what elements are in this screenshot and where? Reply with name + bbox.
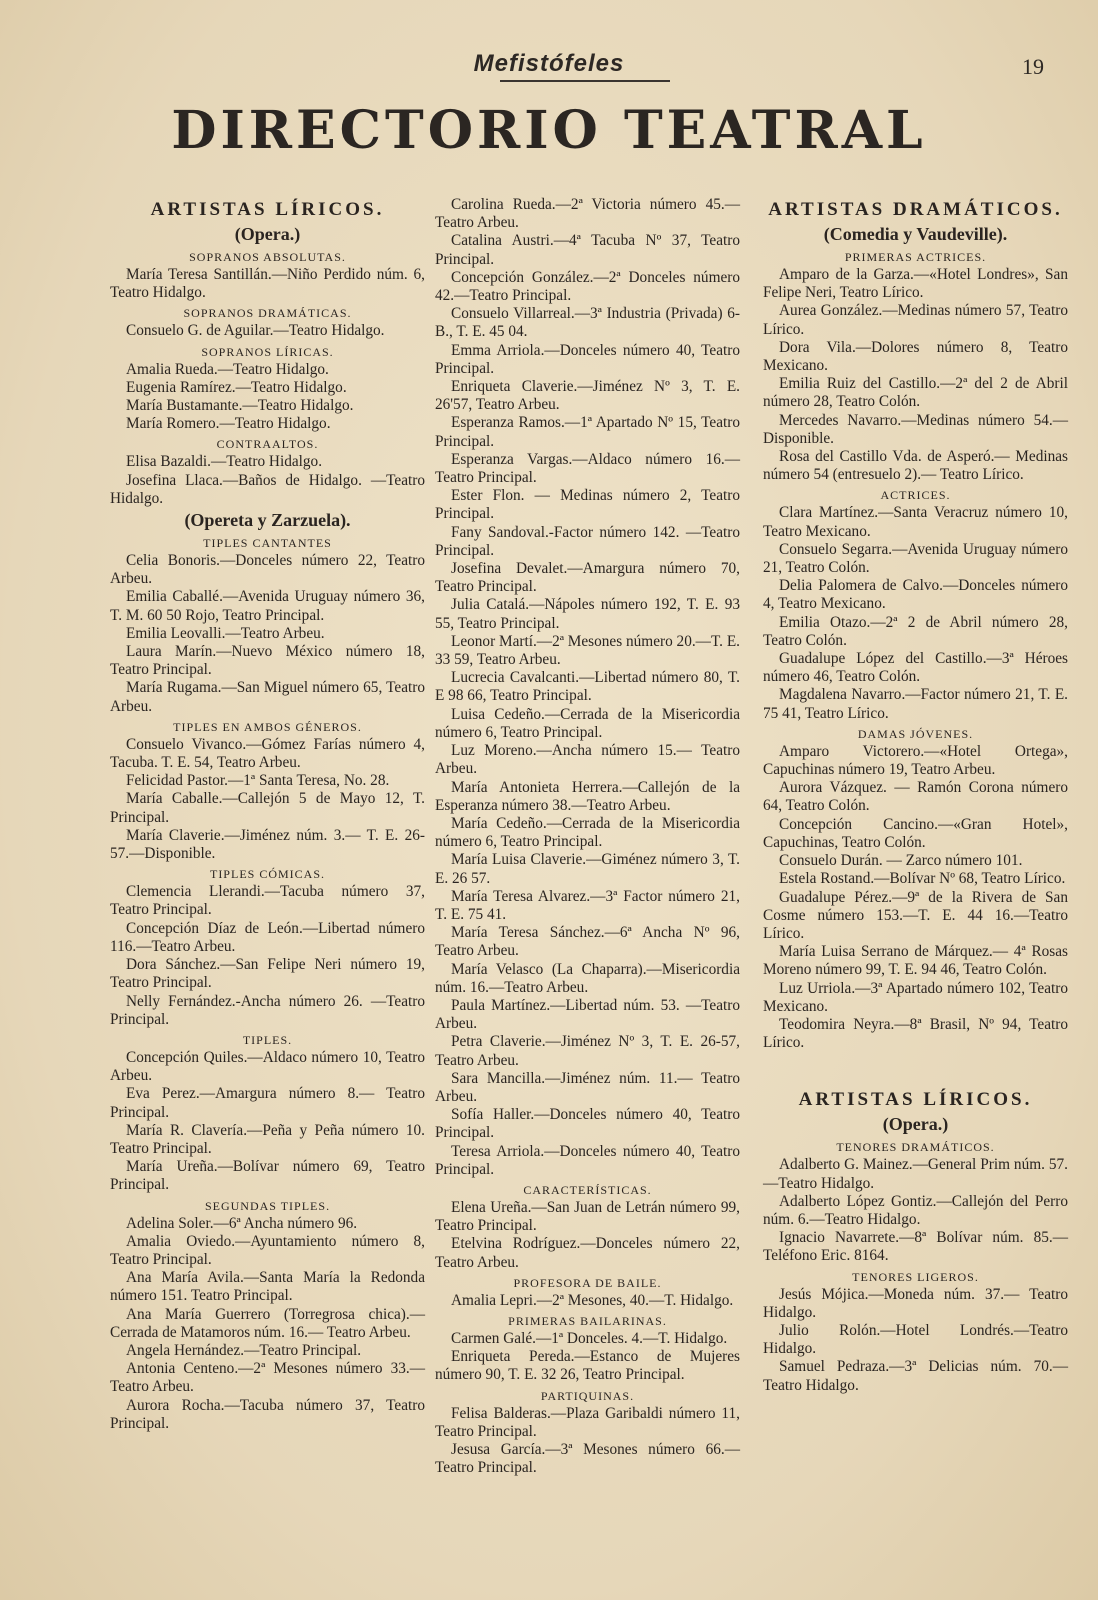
directory-entry: Esperanza Ramos.—1ª Apartado Nº 15, Teatro Principal. — [435, 414, 740, 450]
directory-entry: Adalberto G. Mainez.—General Prim núm. 57.—Teatro Hidalgo. — [763, 1156, 1068, 1192]
directory-category: PARTIQUINAS. — [540, 1388, 635, 1403]
directory-entry: Aurora Vázquez. — Ramón Corona número 64, Teatro Colón. — [763, 779, 1068, 815]
directory-category: SOPRANOS DRAMÁTICAS. — [183, 306, 352, 321]
directory-entry: Josefina Devalet.—Amargura número 70, Teatro Principal. — [435, 560, 740, 596]
directory-subsection: (Opereta y Zarzuela). — [184, 510, 351, 531]
directory-entry: Concepción Díaz de León.—Libertad número 116.—Teatro Arbeu. — [110, 919, 425, 955]
directory-category: TIPLES CANTANTES — [203, 536, 332, 551]
directory-entry: María R. Clavería.—Peña y Peña número 10. Teatro Principal. — [110, 1121, 425, 1157]
directory-entry: María Teresa Sánchez.—6ª Ancha Nº 96, Teatro Arbeu. — [435, 924, 740, 960]
directory-entry: María Luisa Claverie.—Giménez número 3, T. E. 26 57. — [435, 851, 740, 887]
directory-entry: Luz Moreno.—Ancha número 15.— Teatro Arbeu. — [435, 742, 740, 778]
column-right — [763, 196, 1068, 1395]
directory-category: TIPLES CÓMICAS. — [209, 867, 325, 882]
directory-entry: Consuelo Durán. — Zarco número 101. — [779, 852, 1023, 870]
directory-entry: Esperanza Vargas.—Aldaco número 16.—Teatro Principal. — [435, 450, 740, 487]
directory-entry: Consuelo Villarreal.—3ª Industria (Privada) 6-B., T. E. 45 04. — [435, 305, 740, 341]
directory-entry: Felicidad Pastor.—1ª Santa Teresa, No. 28. — [126, 772, 390, 790]
directory-entry: Luisa Cedeño.—Cerrada de la Misericordia número 6, Teatro Principal. — [435, 705, 740, 741]
directory-entry: Ana María Avila.—Santa María la Redonda número 151. Teatro Principal. — [110, 1269, 425, 1305]
directory-category: PRIMERAS BAILARINAS. — [508, 1313, 667, 1328]
directory-entry: María Teresa Alvarez.—3ª Factor número 21, T. E. 75 41. — [435, 887, 740, 923]
directory-entry: María Caballe.—Callejón 5 de Mayo 12, T. Principal. — [110, 790, 425, 826]
directory-entry: Teodomira Neyra.—8ª Brasil, Nº 94, Teatro Lírico. — [763, 1015, 1068, 1052]
directory-category: SOPRANOS ABSOLUTAS. — [189, 250, 346, 264]
directory-entry: Enriqueta Claverie.—Jiménez Nº 3, T. E. 26'57, Teatro Arbeu. — [435, 378, 740, 414]
directory-entry: Concepción González.—2ª Donceles número 42.—Teatro Principal. — [435, 268, 740, 305]
directory-category: PROFESORA DE BAILE. — [513, 1275, 662, 1290]
directory-entry: Sofía Haller.—Donceles número 40, Teatro Principal. — [435, 1106, 740, 1142]
directory-entry: Estela Rostand.—Bolívar Nº 68, Teatro Lírico. — [779, 870, 1066, 888]
directory-subsection: (Comedia y Vaudeville). — [823, 224, 1008, 244]
directory-entry: María Bustamante.—Teatro Hidalgo. — [126, 397, 354, 415]
directory-category: TIPLES. — [242, 1032, 293, 1047]
directory-entry: Magdalena Navarro.—Factor número 21, T. E. 75 41, Teatro Lírico. — [763, 686, 1068, 722]
directory-entry: Leonor Martí.—2ª Mesones número 20.—T. E. 33 59, Teatro Arbeu. — [435, 632, 740, 669]
directory-entry: María Rugama.—San Miguel número 65, Teatro Arbeu. — [110, 679, 425, 715]
directory-entry: Guadalupe Pérez.—9ª de la Rivera de San Cosme número 153.—T. E. 44 16.—Teatro Lírico. — [763, 888, 1068, 942]
directory-entry: María Claverie.—Jiménez núm. 3.— T. E. 26-57.—Disponible. — [110, 826, 425, 863]
directory-category: CARACTERÍSTICAS. — [523, 1182, 652, 1197]
directory-entry: Emilia Ruiz del Castillo.—2ª del 2 de Abril número 28, Teatro Colón. — [763, 375, 1068, 411]
directory-entry: Fany Sandoval.-Factor número 142. —Teatro Principal. — [435, 523, 740, 559]
directory-category: ACTRICES. — [880, 488, 951, 503]
directory-entry: María Romero.—Teatro Hidalgo. — [126, 415, 331, 433]
column-middle — [435, 196, 740, 1477]
directory-category: DAMAS JÓVENES. — [857, 726, 974, 741]
directory-entry: Etelvina Rodríguez.—Donceles número 22, Teatro Arbeu. — [435, 1235, 740, 1271]
directory-subsection: (Opera.) — [882, 1114, 949, 1135]
directory-entry: Carmen Galé.—1ª Donceles. 4.—T. Hidalgo. — [451, 1329, 728, 1347]
directory-entry: Julio Rolón.—Hotel Londrés.—Teatro Hidalgo. — [763, 1321, 1068, 1358]
directory-entry: Eva Perez.—Amargura número 8.— Teatro Principal. — [110, 1085, 425, 1121]
directory-section: ARTISTAS DRAMÁTICOS. — [768, 199, 1063, 220]
directory-entry: Consuelo Segarra.—Avenida Uruguay número 21, Teatro Colón. — [763, 540, 1068, 577]
directory-entry: Adalberto López Gontiz.—Callejón del Perro núm. 6.—Teatro Hidalgo. — [763, 1192, 1068, 1228]
directory-entry: Jesús Mójica.—Moneda núm. 37.— Teatro Hidalgo. — [763, 1285, 1068, 1321]
directory-entry: Celia Bonoris.—Donceles número 22, Teatro Arbeu. — [110, 552, 425, 588]
directory-entry: Elisa Bazaldi.—Teatro Hidalgo. — [126, 453, 323, 471]
directory-category: PRIMERAS ACTRICES. — [844, 250, 987, 264]
directory-entry: Emma Arriola.—Donceles número 40, Teatro Principal. — [435, 341, 740, 377]
directory-entry: Felisa Balderas.—Plaza Garibaldi número 11, Teatro Principal. — [435, 1404, 740, 1440]
directory-entry: Clara Martínez.—Santa Veracruz número 10, Teatro Mexicano. — [763, 504, 1068, 540]
directory-entry: Elena Ureña.—San Juan de Letrán número 99, Teatro Principal. — [435, 1198, 740, 1235]
directory-category: CONTRAALTOS. — [216, 437, 319, 452]
directory-entry: Petra Claverie.—Jiménez Nº 3, T. E. 26-57, Teatro Arbeu. — [435, 1033, 740, 1069]
directory-entry: Emilia Leovalli.—Teatro Arbeu. — [126, 624, 325, 642]
directory-entry: Rosa del Castillo Vda. de Asperó.— Medinas número 54 (entresuelo 2).— Teatro Lírico. — [763, 448, 1068, 484]
directory-entry: Eugenia Ramírez.—Teatro Hidalgo. — [126, 378, 347, 396]
directory-entry: Ignacio Navarrete.—8ª Bolívar núm. 85.—Teléfono Eric. 8164. — [763, 1229, 1068, 1265]
directory-entry: María Cedeño.—Cerrada de la Misericordia número 6, Teatro Principal. — [435, 814, 740, 851]
directory-entry: Consuelo G. de Aguilar.—Teatro Hidalgo. — [126, 322, 385, 340]
directory-section: ARTISTAS LÍRICOS. — [798, 1089, 1033, 1111]
directory-entry: Mercedes Navarro.—Medinas número 54.—Disponible. — [763, 411, 1068, 447]
directory-category: TIPLES EN AMBOS GÉNEROS. — [173, 719, 362, 734]
directory-entry: Angela Hernández.—Teatro Principal. — [126, 1341, 362, 1359]
directory-entry: Amalia Oviedo.—Ayuntamiento número 8, Teatro Principal. — [110, 1232, 425, 1268]
directory-entry: Amalia Lepri.—2ª Mesones, 40.—T. Hidalgo. — [451, 1291, 734, 1309]
directory-entry: Ester Flon. — Medinas número 2, Teatro Principal. — [435, 487, 740, 523]
directory-entry: Delia Palomera de Calvo.—Donceles número 4, Teatro Mexicano. — [763, 577, 1068, 613]
directory-entry: Catalina Austri.—4ª Tacuba Nº 37, Teatro Principal. — [435, 232, 740, 268]
directory-entry: Concepción Quiles.—Aldaco número 10, Teatro Arbeu. — [110, 1048, 425, 1085]
directory-entry: Julia Catalá.—Nápoles número 192, T. E. 93 55, Teatro Principal. — [435, 596, 740, 632]
directory-entry: Emilia Caballé.—Avenida Uruguay número 36, T. M. 60 50 Rojo, Teatro Principal. — [110, 588, 425, 624]
directory-entry: Nelly Fernández.-Ancha número 26. —Teatro Principal. — [110, 992, 425, 1028]
directory-entry: Adelina Soler.—6ª Ancha número 96. — [126, 1214, 358, 1232]
directory-entry: Carolina Rueda.—2ª Victoria número 45.—Teatro Arbeu. — [435, 196, 740, 232]
directory-category: SEGUNDAS TIPLES. — [204, 1198, 331, 1213]
directory-entry: Sara Mancilla.—Jiménez núm. 11.— Teatro Arbeu. — [435, 1069, 740, 1105]
directory-subsection: (Opera.) — [234, 224, 301, 244]
directory-entry: María Velasco (La Chaparra).—Misericordia núm. 16.—Teatro Arbeu. — [435, 960, 740, 996]
directory-entry: Paula Martínez.—Libertad núm. 53. —Teatro Arbeu. — [435, 996, 740, 1033]
directory-entry: Josefina Llaca.—Baños de Hidalgo. —Teatro Hidalgo. — [110, 471, 425, 507]
directory-entry: María Luisa Serrano de Márquez.— 4ª Rosas Moreno número 99, T. E. 94 46, Teatro Colón. — [763, 943, 1068, 979]
directory-entry: Laura Marín.—Nuevo México número 18, Teatro Principal. — [110, 643, 425, 679]
directory-entry: Aurora Rocha.—Tacuba número 37, Teatro Principal. — [110, 1396, 425, 1432]
directory-entry: María Antonieta Herrera.—Callejón de la Esperanza número 38.—Teatro Arbeu. — [435, 778, 740, 814]
directory-entry: Samuel Pedraza.—3ª Delicias núm. 70.—Teatro Hidalgo. — [763, 1358, 1068, 1394]
directory-entry: Aurea González.—Medinas número 57, Teatro Lírico. — [763, 302, 1068, 338]
page-title: DIRECTORIO TEATRAL — [171, 100, 927, 161]
directory-entry: Consuelo Vivanco.—Gómez Farías número 4, Tacuba. T. E. 54, Teatro Arbeu. — [110, 735, 425, 772]
directory-entry: Dora Vila.—Dolores número 8, Teatro Mexicano. — [763, 338, 1068, 375]
directory-section: ARTISTAS LÍRICOS. — [150, 199, 385, 220]
running-header — [0, 48, 1098, 84]
directory-entry: Amparo Victorero.—«Hotel Ortega», Capuchinas número 19, Teatro Arbeu. — [763, 742, 1068, 779]
directory-entry: Dora Sánchez.—San Felipe Neri número 19, Teatro Principal. — [110, 956, 425, 992]
directory-entry: Emilia Otazo.—2ª 2 de Abril número 28, Teatro Colón. — [763, 613, 1068, 649]
directory-columns — [86, 196, 1066, 1586]
directory-entry: Concepción Cancino.—«Gran Hotel», Capuchinas, Teatro Colón. — [763, 815, 1068, 851]
directory-entry: Amalia Rueda.—Teatro Hidalgo. — [126, 360, 329, 378]
directory-entry: Luz Urriola.—3ª Apartado número 102, Teatro Mexicano. — [763, 979, 1068, 1015]
directory-category: TENORES LIGEROS. — [852, 1269, 979, 1284]
directory-gap — [763, 1052, 1068, 1086]
directory-entry: María Ureña.—Bolívar número 69, Teatro Principal. — [110, 1158, 425, 1194]
column-left — [110, 196, 425, 1433]
directory-entry: Clemencia Llerandi.—Tacuba número 37, Teatro Principal. — [110, 883, 425, 919]
page-number: 19 — [1022, 54, 1044, 79]
directory-entry: María Teresa Santillán.—Niño Perdido núm. 6, Teatro Hidalgo. — [110, 266, 425, 302]
directory-entry: Guadalupe López del Castillo.—3ª Héroes número 46, Teatro Colón. — [763, 650, 1068, 686]
directory-entry: Enriqueta Pereda.—Estanco de Mujeres número 90, T. E. 32 26, Teatro Principal. — [435, 1348, 740, 1384]
directory-entry: Jesusa García.—3ª Mesones número 66.—Teatro Principal. — [435, 1441, 740, 1477]
header-rule — [500, 80, 670, 82]
directory-entry: Amparo de la Garza.—«Hotel Londres», San Felipe Neri, Teatro Lírico. — [763, 266, 1068, 302]
running-title: Mefistófeles — [473, 50, 625, 77]
directory-category: SOPRANOS LÍRICAS. — [201, 344, 334, 359]
directory-entry: Lucrecia Cavalcanti.—Libertad número 80, T. E 98 66, Teatro Principal. — [435, 669, 740, 705]
directory-category: TENORES DRAMÁTICOS. — [836, 1140, 995, 1155]
directory-entry: Antonia Centeno.—2ª Mesones número 33.—Teatro Arbeu. — [110, 1360, 425, 1396]
directory-entry: Teresa Arriola.—Donceles número 40, Teatro Principal. — [435, 1142, 740, 1178]
directory-entry: Ana María Guerrero (Torregrosa chica).—Cerrada de Matamoros núm. 16.— Teatro Arbeu. — [110, 1305, 425, 1341]
